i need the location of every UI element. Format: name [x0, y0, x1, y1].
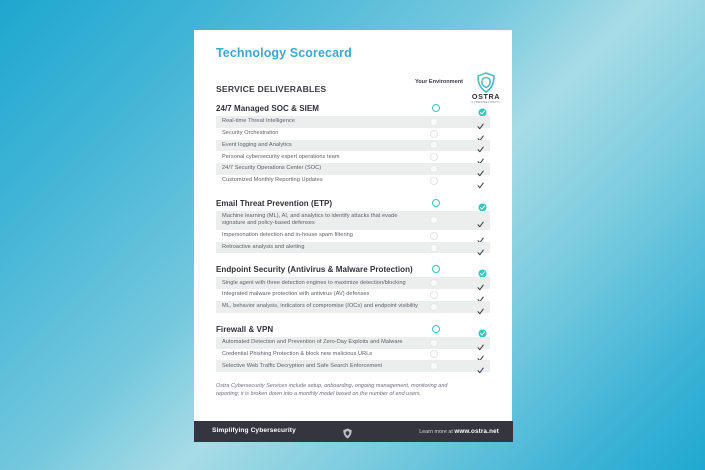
your-environment-checkbox[interactable] — [430, 362, 438, 370]
section-title: Firewall & VPN — [216, 324, 274, 334]
ostra-check-icon — [476, 177, 485, 186]
your-environment-checkbox[interactable] — [430, 291, 438, 299]
table-row — [216, 230, 490, 242]
service-section — [216, 197, 490, 254]
row-label: Selective Web Traffic Decryption and Safe Search Enforcement — [222, 362, 383, 369]
ostra-check-icon — [476, 232, 485, 241]
website-url[interactable]: www.ostra.net — [454, 428, 499, 435]
ostra-check-icon — [476, 339, 485, 348]
section-title: Endpoint Security (Antivirus & Malware Protection) — [216, 265, 413, 275]
service-section — [216, 102, 490, 187]
section-header — [216, 102, 490, 116]
scorecard-card — [194, 30, 512, 421]
ostra-brand-logo — [464, 72, 508, 105]
your-environment-checkbox[interactable] — [430, 244, 438, 252]
your-environment-checkbox[interactable] — [430, 153, 438, 161]
table-row — [216, 301, 490, 313]
your-environment-checkbox[interactable] — [430, 130, 438, 138]
table-row — [216, 349, 490, 361]
ostra-check-icon — [476, 118, 485, 127]
your-environment-checkbox[interactable] — [430, 216, 438, 224]
table-row — [216, 116, 490, 128]
scorecard-content — [216, 46, 501, 430]
table-row — [216, 242, 490, 254]
ostra-check-icon — [476, 153, 485, 162]
row-label: Automated Detection and Prevention of Zero-Day Exploits and Malware — [222, 338, 403, 345]
row-label: Personal cybersecurity expert operations team — [222, 153, 340, 160]
page-title: Technology Scorecard — [216, 46, 352, 60]
row-label: Credential Phishing Protection & block new malicious URLs — [222, 350, 373, 357]
ostra-check-icon — [476, 279, 485, 288]
row-label: Real-time Threat Intelligence — [222, 118, 295, 125]
your-environment-indicator[interactable] — [432, 199, 440, 207]
ostra-check-icon — [478, 104, 487, 113]
footer-bar — [194, 421, 513, 442]
table-row — [216, 128, 490, 140]
your-environment-checkbox[interactable] — [430, 339, 438, 347]
ostra-check-icon — [476, 362, 485, 371]
ostra-check-icon — [478, 265, 487, 274]
row-label: Security Orchestration — [222, 129, 279, 136]
table-row — [216, 360, 490, 372]
ostra-check-icon — [476, 303, 485, 312]
footer-learn-more[interactable] — [419, 428, 499, 435]
your-environment-checkbox[interactable] — [430, 165, 438, 173]
table-row — [216, 140, 490, 152]
table-row — [216, 175, 490, 187]
footnote-text: Ostra Cybersecurity Services include setup, onboarding, ongoing management, monitoring and reporting; it is broken down into a monthly model based on the number of end users. — [216, 383, 448, 398]
row-label: Event logging and Analytics — [222, 141, 292, 148]
ostra-check-icon — [476, 141, 485, 150]
footer-tagline: Simplifying Cybersecurity — [212, 427, 296, 434]
section-header — [216, 323, 490, 337]
table-row — [216, 277, 490, 289]
service-deliverables-header: SERVICE DELIVERABLES — [216, 84, 327, 94]
your-environment-indicator[interactable] — [432, 325, 440, 333]
table-row — [216, 289, 490, 301]
column-header-row — [216, 72, 501, 104]
ostra-wordmark: OSTRA — [471, 92, 501, 101]
table-row — [216, 163, 490, 175]
row-label: 24/7 Security Operations Center (SOC) — [222, 165, 322, 172]
ostra-check-icon — [476, 350, 485, 359]
your-environment-checkbox[interactable] — [430, 118, 438, 126]
ostra-shield-logo-icon — [464, 72, 508, 93]
table-row — [216, 151, 490, 163]
ostra-check-icon — [476, 130, 485, 139]
ostra-check-icon — [476, 291, 485, 300]
your-environment-checkbox[interactable] — [430, 141, 438, 149]
row-label: Single agent with three detection engines to maximize detection/blocking — [222, 279, 406, 286]
learn-more-prefix: Learn more at — [419, 429, 455, 435]
section-header — [216, 263, 490, 277]
service-section — [216, 263, 490, 312]
section-title: 24/7 Managed SOC & SIEM — [216, 104, 319, 113]
your-environment-checkbox[interactable] — [430, 279, 438, 287]
your-environment-checkbox[interactable] — [430, 232, 438, 240]
ostra-subwordmark: CYBERSECURITY — [471, 101, 501, 104]
section-title: Email Threat Prevention (ETP) — [216, 198, 333, 208]
ostra-check-icon — [478, 325, 487, 334]
row-label: Integrated malware protection with antivirus (AV) defenses — [222, 291, 370, 298]
ostra-check-icon — [476, 165, 485, 174]
sections-list — [216, 102, 490, 372]
ostra-check-icon — [476, 244, 485, 253]
your-environment-header: Your Environment — [414, 79, 464, 85]
your-environment-checkbox[interactable] — [430, 177, 438, 185]
row-label: Retroactive analysis and alerting — [222, 243, 305, 250]
row-label: Machine learning (ML), AI, and analytics to identify attacks that evade signature and policy-based defenses — [222, 212, 398, 227]
row-label: ML, behavior analysis, indicators of compromise (IOCs) and endpoint visibility — [222, 303, 419, 310]
ostra-check-icon — [478, 199, 487, 208]
section-header — [216, 197, 490, 211]
shield-icon — [342, 426, 353, 437]
your-environment-checkbox[interactable] — [430, 350, 438, 358]
your-environment-checkbox[interactable] — [430, 303, 438, 311]
your-environment-indicator[interactable] — [432, 265, 440, 273]
your-environment-indicator[interactable] — [432, 104, 440, 112]
table-row — [216, 337, 490, 349]
ostra-check-icon — [476, 216, 485, 225]
service-section — [216, 323, 490, 372]
row-label: Impersonation detection and in-house spam filtering — [222, 232, 353, 239]
row-label: Customized Monthly Reporting Updates — [222, 177, 323, 184]
table-row — [216, 211, 490, 230]
